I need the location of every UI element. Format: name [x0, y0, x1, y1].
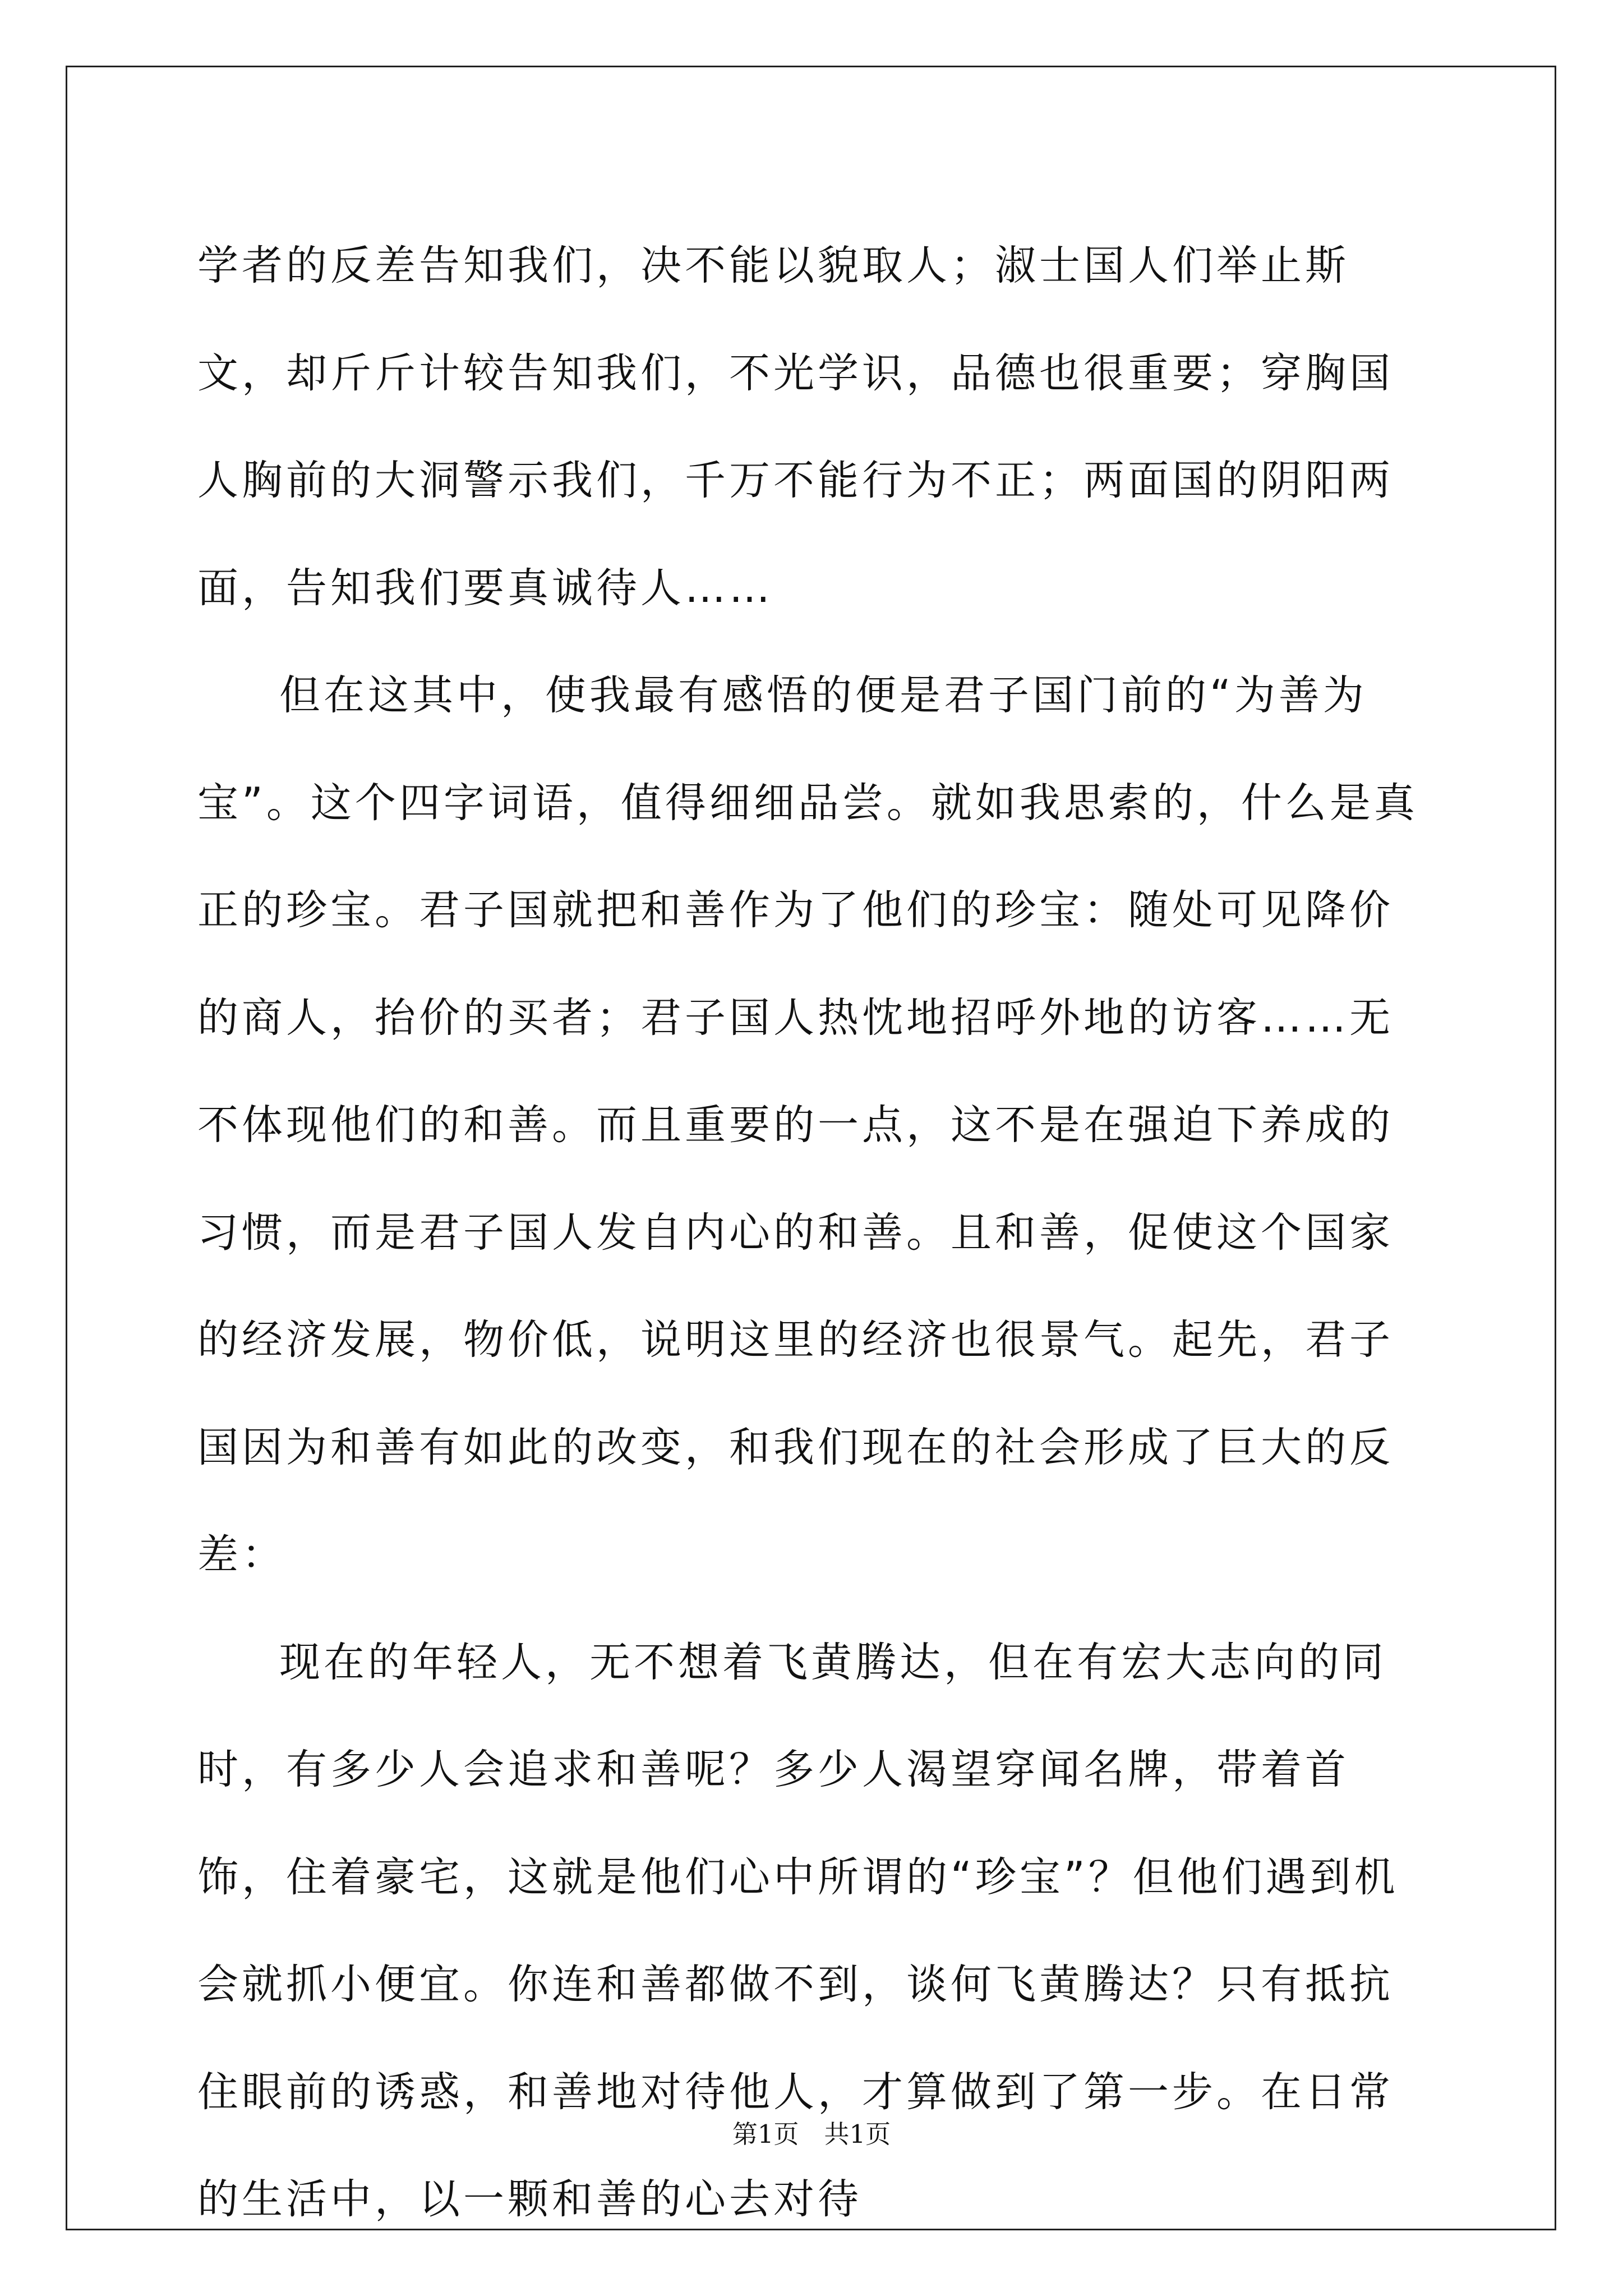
paragraph-2: 但在这其中，使我最有感悟的便是君子国门前的“为善为宝”。这个四字词语，值得细细品尝。就如我思索的，什么是真正的珍宝。君子国就把和善作为了他们的珍宝：随处可见降价的商人，抬价的买者；君子国人热忱地招呼外地的访客……无不体现他们的和善。而且重要的一点，这不是在强迫下养成的习惯，而是君子国人发自内心的和善。且和善，促使这个国家的经济发展，物价低，说明这里的经济也很景气。起先，君子国因为和善有如此的改变，和我们现在的社会形成了巨大的反差： — [197, 671, 1418, 1579]
page-number-footer: 第1页 共1页 — [732, 2119, 891, 2149]
paragraph-1: 学者的反差告知我们，决不能以貌取人；淑士国人们举止斯文，却斤斤计较告知我们，不光学识，品德也很重要；穿胸国人胸前的大洞警示我们，千万不能行为不正；两面国的阴阳两面，告知我们要真诚待人…… — [197, 242, 1394, 612]
document-body — [197, 212, 1426, 2253]
paragraph-3: 现在的年轻人，无不想着飞黄腾达，但在有宏大志向的同时，有多少人会追求和善呢？多少人渴望穿闻名牌，带着首饰，住着豪宅，这就是他们心中所谓的“珍宝”？但他们遇到机会就抓小便宜。你连和善都做不到，谈何飞黄腾达？只有抵抗住眼前的诱惑，和善地对待他人，才算做到了第一步。在日常的生活中，以一颗和善的心去对待 — [197, 1638, 1399, 2223]
